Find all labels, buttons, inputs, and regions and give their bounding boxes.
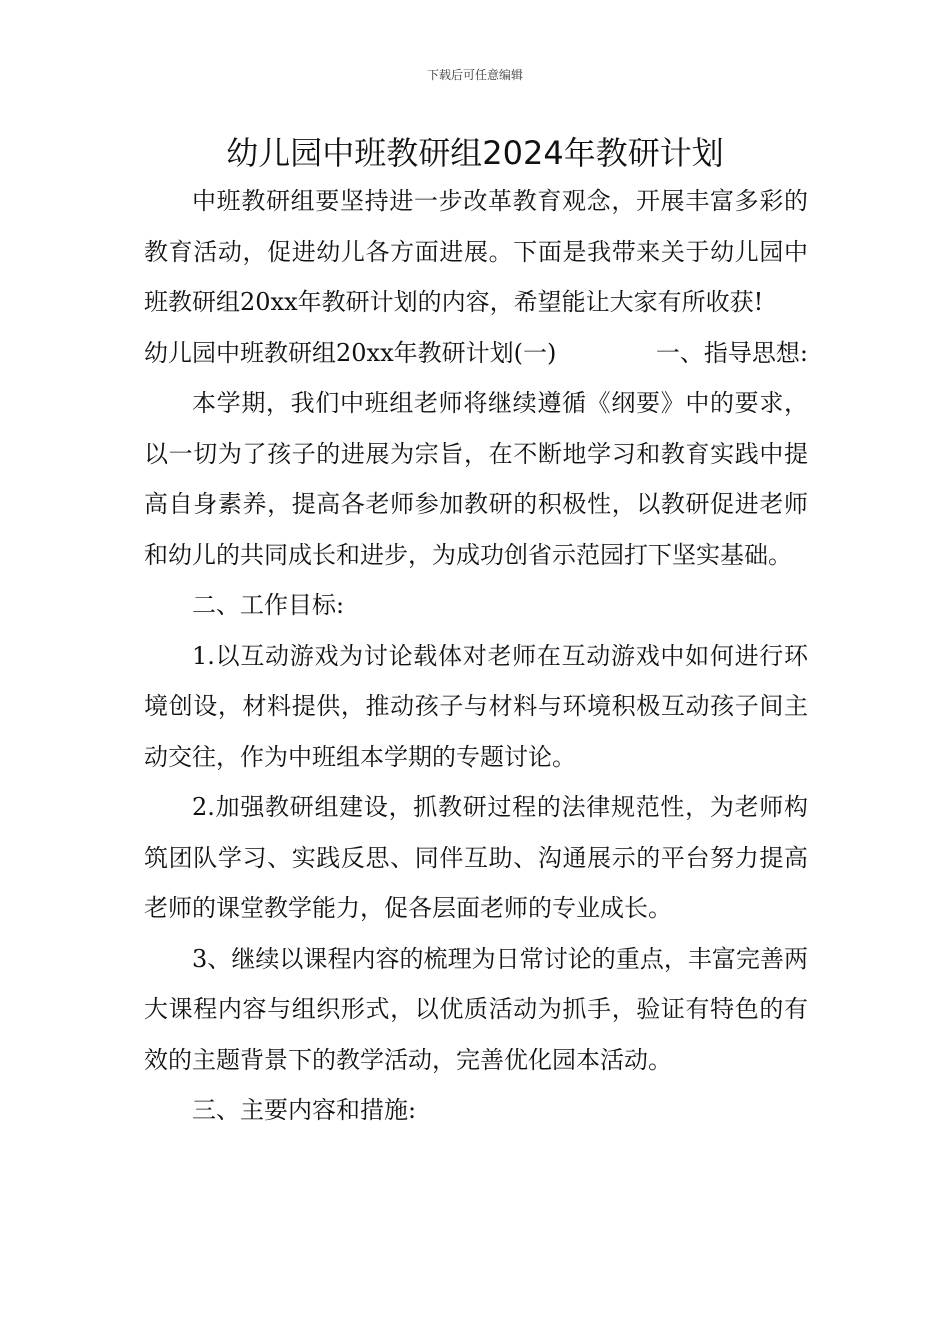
intro-paragraph: 中班教研组要坚持进一步改革教育观念，开展丰富多彩的教育活动，促进幼儿各方面进展。下面是我带来关于幼儿园中班教研组20xx年教研计划的内容，希望能让大家有所收获! bbox=[144, 187, 808, 316]
content-heading: 三、主要内容和措施: bbox=[192, 1096, 417, 1124]
document-title: 幼儿园中班教研组2024年教研计划 bbox=[226, 134, 724, 172]
goals-heading: 二、工作目标: bbox=[192, 591, 345, 619]
subtitle-line bbox=[144, 328, 808, 379]
document-body bbox=[144, 176, 808, 1136]
header-note: 下载后可任意编辑 bbox=[426, 68, 523, 82]
guiding-heading: 一、指导思想: bbox=[655, 338, 808, 367]
guiding-paragraph: 本学期，我们中班组老师将继续遵循《纲要》中的要求，以一切为了孩子的进展为宗旨，在不断地学习和教育实践中提高自身素养，提高各老师参加教研的积极性，以教研促进老师和幼儿的共同成长和进步，为成功创省示范园打下坚实基础。 bbox=[144, 389, 808, 569]
goal-item-3: 3、继续以课程内容的梳理为日常讨论的重点，丰富完善两大课程内容与组织形式，以优质活动为抓手，验证有特色的有效的主题背景下的教学活动，完善优化园本活动。 bbox=[144, 944, 808, 1074]
goal-item-2: 2.加强教研组建设，抓教研过程的法律规范性，为老师构筑团队学习、实践反思、同伴互助、沟通展示的平台努力提高老师的课堂教学能力，促各层面老师的专业成长。 bbox=[144, 793, 808, 922]
plan-subtitle: 幼儿园中班教研组20xx年教研计划(一) bbox=[144, 338, 557, 367]
goal-item-1: 1.以互动游戏为讨论载体对老师在互动游戏中如何进行环境创设，材料提供，推动孩子与材料与环境积极互动孩子间主动交往，作为中班组本学期的专题讨论。 bbox=[144, 641, 808, 771]
